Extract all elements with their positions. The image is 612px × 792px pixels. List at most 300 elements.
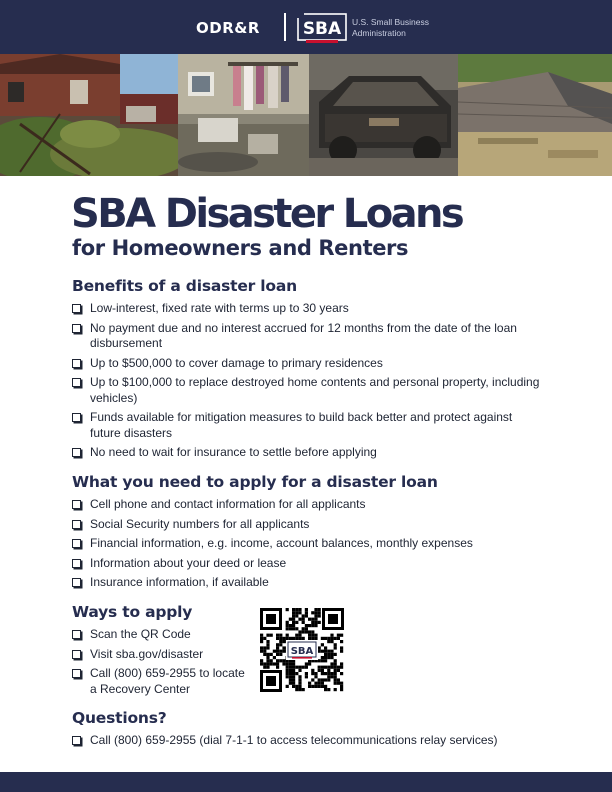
qr-module [311,624,314,627]
qr-module [311,634,314,637]
qr-module [314,634,317,637]
list-item-text: Funds available for mitigation measures to build back better and protect against future disasters [90,410,513,440]
qr-module [314,682,317,685]
qr-module [266,653,269,656]
qr-module [314,672,317,675]
qr-module [334,672,337,675]
list-item [72,556,542,572]
qr-module [286,634,289,637]
qr-module [334,675,337,678]
qr-module [289,672,292,675]
qr-module [327,666,330,669]
qr-module [340,666,343,669]
qr-module [311,637,314,640]
qr-module [318,614,321,617]
qr-module [327,688,330,691]
qr-module [334,662,337,665]
list-item-text: Financial information, e.g. income, account balances, monthly expenses [90,536,473,550]
benefits-list [72,301,542,461]
sba-name-line1: U.S. Small Business [352,17,429,27]
qr-module [292,608,295,611]
qr-module [330,672,333,675]
qr-module [282,640,285,643]
qr-module [289,678,292,681]
qr-module [295,614,298,617]
qr-module [286,624,289,627]
qr-module [324,650,327,653]
qr-module [321,643,324,646]
qr-module [311,685,314,688]
qr-module [330,640,333,643]
list-item [72,666,252,697]
qr-module [327,653,330,656]
qr-module [340,640,343,643]
list-item-text: Low-interest, fixed rate with terms up to 30 years [90,301,349,315]
qr-module [295,672,298,675]
qr-module [321,656,324,659]
qr-module [273,650,276,653]
list-item-text: Information about your deed or lease [90,555,287,570]
qr-module [324,656,327,659]
qr-module [260,637,263,640]
qr-module [324,672,327,675]
qr-module [308,682,311,685]
qr-module [286,675,289,678]
qr-module [334,678,337,681]
checkbox-bullet-icon [72,669,81,678]
qr-module [318,678,321,681]
qr-module [314,614,317,617]
qr-module [321,682,324,685]
qr-module [302,630,305,633]
qr-module [292,678,295,681]
qr-module [318,682,321,685]
qr-module [266,634,269,637]
qr-module [340,672,343,675]
qr-module [327,640,330,643]
qr-module [298,630,301,633]
qr-module [302,627,305,630]
ways-heading: Ways to apply [72,603,193,621]
qr-module [260,650,263,653]
qr-module [308,618,311,621]
qr-module [330,656,333,659]
qr-module [324,678,327,681]
checkbox-bullet-icon [72,413,81,422]
qr-module [330,653,333,656]
ways-list [72,627,252,697]
qr-module [330,662,333,665]
qr-module [279,640,282,643]
qr-module [327,678,330,681]
list-item [72,647,252,663]
qr-module [279,634,282,637]
qr-module [263,662,266,665]
qr-module [327,637,330,640]
qr-module [305,608,308,611]
list-item-text: Call (800) 659-2955 (dial 7-1-1 to access telecommunications relay services) [90,733,498,747]
checkbox-bullet-icon [72,500,81,509]
qr-module [298,669,301,672]
list-item [72,375,542,406]
qr-module [340,662,343,665]
qr-module [292,662,295,665]
list-item [72,497,542,513]
qr-module [305,614,308,617]
qr-module [305,675,308,678]
qr-module [318,621,321,624]
qr-module [298,675,301,678]
header-divider [284,13,286,41]
qr-module [289,666,292,669]
qr-module [321,637,324,640]
qr-module [263,653,266,656]
qr-module [282,650,285,653]
qr-module [337,678,340,681]
qr-module [330,666,333,669]
qr-module [260,640,263,643]
questions-section [72,709,542,753]
qr-module [270,653,273,656]
list-item [72,301,542,317]
qr-module [327,672,330,675]
qr-module [334,682,337,685]
qr-module [324,685,327,688]
qr-module [340,685,343,688]
photo-damaged-house [0,54,178,176]
qr-module [279,653,282,656]
qr-module [324,688,327,691]
qr-module [305,662,308,665]
qr-module [302,618,305,621]
qr-module [298,685,301,688]
qr-module [318,685,321,688]
qr-module [276,634,279,637]
qr-module [266,659,269,662]
qr-module [311,672,314,675]
qr-module [340,650,343,653]
qr-module [308,685,311,688]
qr-module [337,669,340,672]
checkbox-bullet-icon [72,448,81,457]
list-item-text: Cell phone and contact information for all applicants [90,497,366,511]
qr-module [318,611,321,614]
qr-module [295,666,298,669]
qr-module [302,614,305,617]
qr-module [337,682,340,685]
qr-module [276,650,279,653]
qr-module [298,682,301,685]
qr-module [330,634,333,637]
qr-module [289,624,292,627]
qr-module [330,675,333,678]
requirements-heading: What you need to apply for a disaster loan [72,473,438,491]
qr-module [298,688,301,691]
qr-module [308,634,311,637]
list-item-text: Scan the QR Code [90,627,191,641]
list-item-text: Social Security numbers for all applicants [90,516,310,531]
qr-module [263,666,266,669]
questions-list [72,733,542,749]
checkbox-bullet-icon [72,378,81,387]
qr-module [340,646,343,649]
qr-module [340,688,343,691]
list-item-text: No need to wait for insurance to settle before applying [90,445,377,459]
header-bar [0,0,612,54]
qr-module [282,637,285,640]
qr-module [289,669,292,672]
qr-module [314,637,317,640]
disaster-photo-strip [0,54,612,176]
list-item-text: Call (800) 659-2955 to locate a Recovery Center [90,666,245,696]
qr-sba-logo: SBA [290,646,314,657]
qr-module [334,688,337,691]
qr-module [298,637,301,640]
requirements-list [72,497,542,591]
qr-module [295,611,298,614]
qr-module [286,608,289,611]
qr-module [295,685,298,688]
qr-module [334,653,337,656]
checkbox-bullet-icon [72,539,81,548]
qr-module [260,662,263,665]
qr-module [289,627,292,630]
qr-module [292,669,295,672]
qr-module [334,669,337,672]
list-item [72,410,542,441]
qr-module [270,659,273,662]
qr-module [318,646,321,649]
qr-module [298,611,301,614]
qr-module [327,675,330,678]
qr-module [276,637,279,640]
qr-module [266,643,269,646]
qr-code[interactable] [258,606,346,694]
qr-module [318,669,321,672]
qr-module [321,659,324,662]
qr-module [286,627,289,630]
qr-module [286,666,289,669]
qr-module [334,646,337,649]
qr-module [327,669,330,672]
qr-module [314,618,317,621]
qr-module [321,650,324,653]
qr-module [263,650,266,653]
footer-bar [0,772,612,792]
qr-module [266,646,269,649]
page-title: SBA Disaster Loans [71,191,463,237]
qr-module [270,662,273,665]
qr-module [266,656,269,659]
qr-module [305,611,308,614]
qr-module [279,659,282,662]
photo-flooded-interior [178,54,309,176]
page-subtitle: for Homeowners and Renters [72,236,409,260]
checkbox-bullet-icon [72,359,81,368]
qr-module [337,634,340,637]
qr-module [286,685,289,688]
photo-damaged-roof [458,54,612,176]
sba-logo-text: SBA [302,19,342,39]
qr-module [286,637,289,640]
qr-module [314,624,317,627]
qr-module [270,634,273,637]
qr-module [289,637,292,640]
qr-module [292,624,295,627]
list-item-text: Up to $100,000 to replace destroyed home contents and personal property, including vehicles) [90,375,540,405]
qr-module [292,672,295,675]
qr-module [321,666,324,669]
qr-module [276,666,279,669]
qr-module [308,624,311,627]
qr-module [279,637,282,640]
qr-module [292,685,295,688]
qr-module [318,659,321,662]
qr-module [292,682,295,685]
qr-module [298,678,301,681]
qr-module [311,678,314,681]
qr-module [286,669,289,672]
qr-module [302,688,305,691]
qr-module [292,621,295,624]
benefits-heading: Benefits of a disaster loan [72,277,297,295]
qr-module [305,672,308,675]
checkbox-bullet-icon [72,304,81,313]
qr-module [292,666,295,669]
list-item [72,445,542,461]
odrr-logo: ODR&R [196,19,260,37]
sba-full-name [352,17,429,39]
qr-module [334,643,337,646]
ways-section [72,603,252,701]
qr-module [289,618,292,621]
checkbox-bullet-icon [72,324,81,333]
qr-module [305,666,308,669]
list-item [72,627,252,643]
qr-module [337,666,340,669]
qr-module [295,637,298,640]
qr-module [263,646,266,649]
qr-module [318,650,321,653]
qr-module [298,618,301,621]
qr-module [330,650,333,653]
qr-module [302,637,305,640]
qr-module [292,637,295,640]
list-item [72,517,542,533]
qr-module [286,672,289,675]
qr-module [327,656,330,659]
qr-module [273,656,276,659]
checkbox-bullet-icon [72,578,81,587]
qr-module [289,682,292,685]
qr-module [292,618,295,621]
qr-module [295,688,298,691]
qr-module [292,675,295,678]
qr-module [314,685,317,688]
qr-module [311,669,314,672]
qr-module [282,662,285,665]
qr-module [279,643,282,646]
list-item [72,733,542,749]
list-item [72,356,542,372]
qr-module [302,621,305,624]
qr-module [311,621,314,624]
sba-logo [297,12,347,44]
qr-module [311,611,314,614]
qr-module [321,678,324,681]
qr-module [276,643,279,646]
qr-module [308,637,311,640]
qr-module [282,659,285,662]
list-item [72,575,542,591]
sba-name-line2: Administration [352,28,406,38]
qr-module [266,640,269,643]
qr-module [321,672,324,675]
qr-module [324,666,327,669]
qr-module [314,675,317,678]
qr-module [314,611,317,614]
list-item-text: Up to $500,000 to cover damage to primary residences [90,355,383,370]
qr-module [292,627,295,630]
list-item [72,321,542,352]
qr-module [276,662,279,665]
qr-module [266,666,269,669]
qr-module [295,627,298,630]
qr-module [311,618,314,621]
checkbox-bullet-icon [72,520,81,529]
qr-module [292,611,295,614]
qr-module [321,669,324,672]
qr-module [260,634,263,637]
qr-module [314,608,317,611]
qr-module [308,662,311,665]
qr-module [260,646,263,649]
qr-module [340,634,343,637]
qr-module [266,662,269,665]
qr-module [295,608,298,611]
qr-module [276,659,279,662]
qr-module [286,621,289,624]
benefits-section [72,277,542,465]
requirements-section [72,473,542,595]
qr-module [292,614,295,617]
qr-module [289,662,292,665]
qr-module [305,627,308,630]
checkbox-bullet-icon [72,630,81,639]
qr-module [298,634,301,637]
qr-module [334,666,337,669]
qr-module [324,659,327,662]
list-item-text: Insurance information, if available [90,575,269,589]
qr-module [295,621,298,624]
qr-module [260,659,263,662]
qr-module [311,630,314,633]
qr-module [279,650,282,653]
qr-module [302,666,305,669]
questions-heading: Questions? [72,709,167,727]
qr-module [298,608,301,611]
qr-module [286,662,289,665]
qr-module [273,662,276,665]
qr-module [324,646,327,649]
qr-module [298,666,301,669]
qr-module [324,653,327,656]
checkbox-bullet-icon [72,736,81,745]
qr-module [340,682,343,685]
qr-module [334,659,337,662]
qr-module [289,675,292,678]
list-item-text: Visit sba.gov/disaster [90,646,204,661]
